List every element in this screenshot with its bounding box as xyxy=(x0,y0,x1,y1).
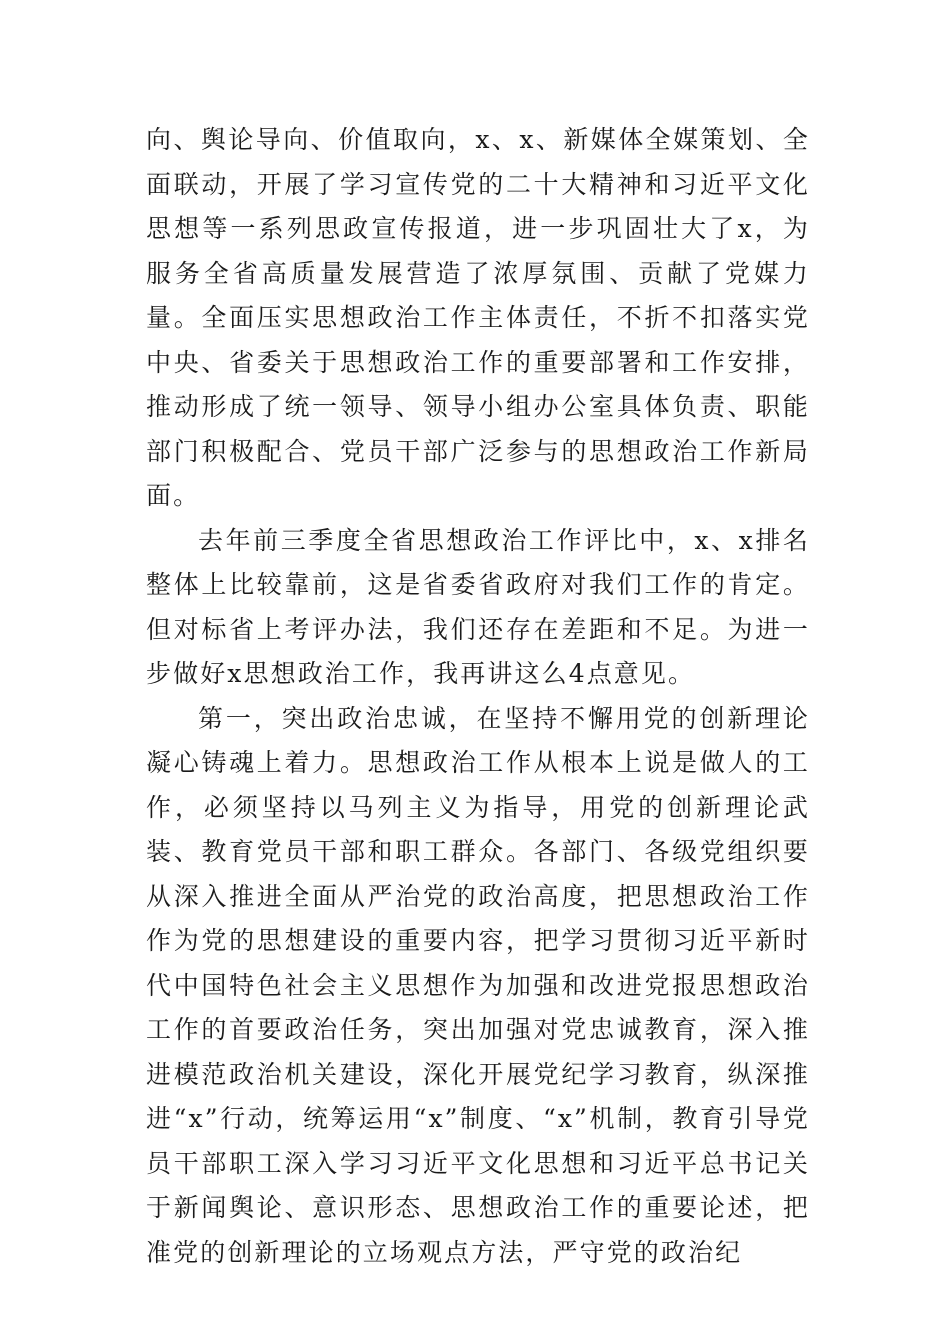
document-body xyxy=(146,118,810,1275)
paragraph-point-one: 第一，突出政治忠诚，在坚持不懈用党的创新理论凝心铸魂上着力。思想政治工作从根本上说是做人的工作，必须坚持以马列主义为指导，用党的创新理论武装、教育党员干部和职工群众。各部门、各级党组织要从深入推进全面从严治党的政治高度，把思想政治工作作为党的思想建设的重要内容，把学习贯彻习近平新时代中国特色社会主义思想作为加强和改进党报思想政治工作的首要政治任务，突出加强对党忠诚教育，深入推进模范政治机关建设，深化开展党纪学习教育，纵深推进“x”行动，统筹运用“x”制度、“x”机制，教育引导党员干部职工深入学习习近平文化思想和习近平总书记关于新闻舆论、意识形态、思想政治工作的重要论述，把准党的创新理论的立场观点方法，严守党的政治纪 xyxy=(146,703,810,1267)
paragraph-continuation: 向、舆论导向、价值取向，x、x、新媒体全媒策划、全面联动，开展了学习宣传党的二十大精神和习近平文化思想等一系列思政宣传报道，进一步巩固壮大了x，为服务全省高质量发展营造了浓厚氛围、贡献了党媒力量。全面压实思想政治工作主体责任，不折不扣落实党中央、省委关于思想政治工作的重要部署和工作安排，推动形成了统一领导、领导小组办公室具体负责、职能部门积极配合、党员干部广泛参与的思想政治工作新局面。 xyxy=(146,125,810,510)
paragraph-assessment: 去年前三季度全省思想政治工作评比中，x、x排名整体上比较靠前，这是省委省政府对我们工作的肯定。但对标省上考评办法，我们还存在差距和不足。为进一步做好x思想政治工作，我再讲这么4点意见。 xyxy=(146,525,810,688)
